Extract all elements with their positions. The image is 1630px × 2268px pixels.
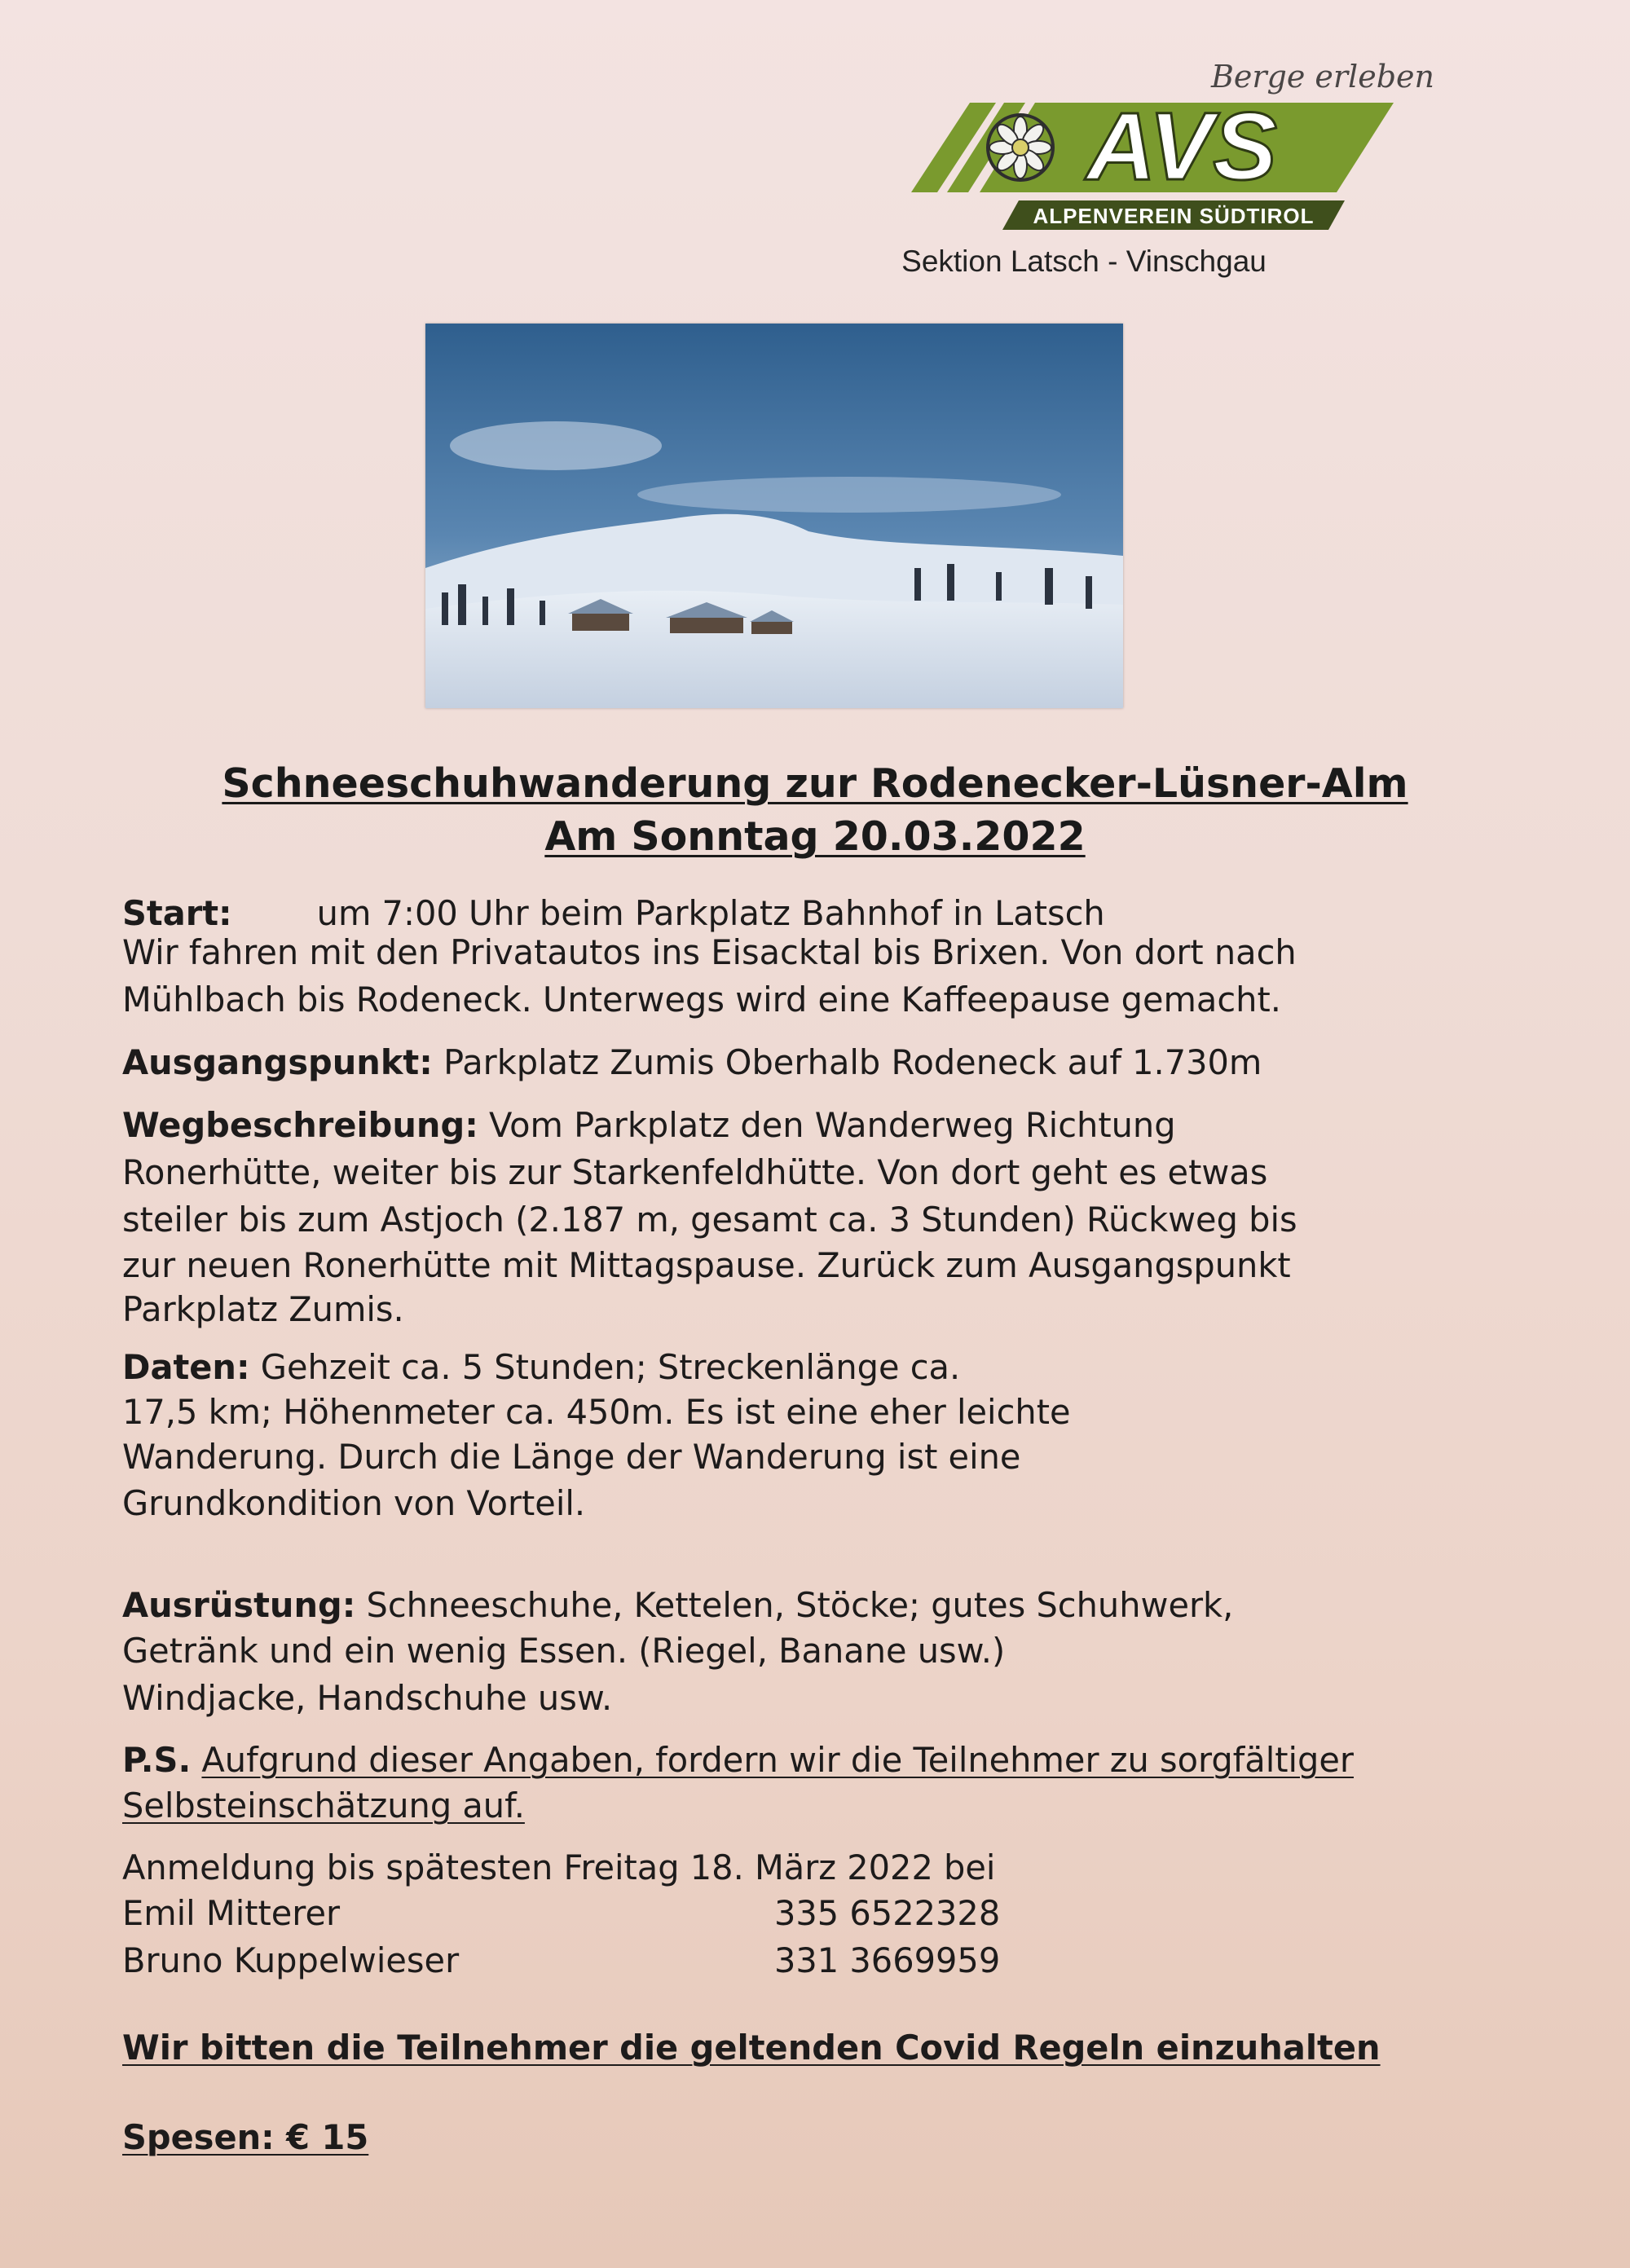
- daten-line-2: 17,5 km; Höhenmeter ca. 450m. Es ist eine eher leichte: [122, 1392, 1071, 1432]
- contact-row: [122, 1891, 1263, 1936]
- weg-line-4: zur neuen Ronerhütte mit Mittagspause. Zurück zum Ausgangspunkt: [122, 1245, 1291, 1285]
- weg-text-1: Vom Parkplatz den Wanderweg Richtung: [489, 1105, 1176, 1145]
- snow-landscape-photo: [425, 324, 1123, 708]
- spesen: [122, 2115, 368, 2160]
- ausruestung-text-1: Schneeschuhe, Kettelen, Stöcke; gutes Schuhwerk,: [366, 1585, 1234, 1625]
- daten-line-4: Grundkondition von Vorteil.: [122, 1483, 586, 1523]
- weg-line-5: Parkplatz Zumis.: [122, 1289, 404, 1329]
- section-label: Sektion Latsch - Vinschgau: [901, 244, 1267, 278]
- ausruestung-line-2: Getränk und ein wenig Essen. (Riegel, Banane usw.): [122, 1631, 1006, 1671]
- daten-line-1: [122, 1345, 960, 1390]
- edelweiss-icon: [988, 115, 1053, 180]
- covid-text: Wir bitten die Teilnehmer die geltenden Covid Regeln einzuhalten: [122, 2028, 1381, 2068]
- ps-line-2: [122, 1783, 525, 1829]
- avs-logo: [905, 57, 1459, 253]
- event-date-text: Am Sonntag 20.03.2022: [544, 813, 1086, 860]
- start-line-3: Mühlbach bis Rodeneck. Unterwegs wird eine Kaffeepause gemacht.: [122, 980, 1281, 1019]
- daten-text-1: Gehzeit ca. 5 Stunden; Streckenlänge ca.: [260, 1347, 961, 1387]
- weg-line-3: steiler bis zum Astjoch (2.187 m, gesamt ca. 3 Stunden) Rückweg bis: [122, 1200, 1297, 1240]
- logo-text: AVS: [1086, 93, 1277, 200]
- ps-label: P.S.: [122, 1740, 192, 1780]
- ausgangspunkt-line: [122, 1040, 1262, 1086]
- contact-name: Emil Mitterer: [122, 1893, 341, 1933]
- ausruestung-line-3: Windjacke, Handschuhe usw.: [122, 1678, 613, 1718]
- contact-phone: 331 3669959: [774, 1940, 1001, 1980]
- event-date: [98, 813, 1532, 860]
- weg-line-1: [122, 1103, 1176, 1148]
- contact-name: Bruno Kuppelwieser: [122, 1940, 460, 1980]
- avs-logo-graphic: [905, 57, 1459, 253]
- ps-text-1: Aufgrund dieser Angaben, fordern wir die Teilnehmer zu sorgfältiger: [201, 1740, 1354, 1780]
- start-label: Start:: [122, 893, 232, 933]
- daten-label: Daten:: [122, 1347, 250, 1387]
- ps-line-1: [122, 1737, 1354, 1783]
- ausgangspunkt-label: Ausgangspunkt:: [122, 1042, 433, 1082]
- weg-line-2: Ronerhütte, weiter bis zur Starkenfeldhütte. Von dort geht es etwas: [122, 1152, 1268, 1192]
- event-title-text: Schneeschuhwanderung zur Rodenecker-Lüsner-Alm: [222, 760, 1408, 807]
- contact-row: [122, 1938, 1263, 1984]
- ausgangspunkt-text: Parkplatz Zumis Oberhalb Rodeneck auf 1.730m: [443, 1042, 1262, 1082]
- ausruestung-label: Ausrüstung:: [122, 1585, 356, 1625]
- wegbeschreibung-label: Wegbeschreibung:: [122, 1105, 478, 1145]
- start-text: um 7:00 Uhr beim Parkplatz Bahnhof in Latsch: [316, 893, 1105, 933]
- logo-subtitle: ALPENVEREIN SÜDTIROL: [1033, 204, 1315, 228]
- tagline: Berge erleben: [1210, 59, 1434, 95]
- daten-line-3: Wanderung. Durch die Länge der Wanderung ist eine: [122, 1437, 1021, 1477]
- contact-phone: 335 6522328: [774, 1893, 1001, 1933]
- ps-text-2: Selbsteinschätzung auf.: [122, 1786, 525, 1825]
- start-line-2: Wir fahren mit den Privatautos ins Eisacktal bis Brixen. Von dort nach: [122, 932, 1297, 972]
- covid-notice: [122, 2025, 1381, 2071]
- ausruestung-line-1: [122, 1583, 1233, 1628]
- event-title: [98, 760, 1532, 807]
- spesen-text: Spesen: € 15: [122, 2117, 369, 2157]
- anmeldung-line: Anmeldung bis spätesten Freitag 18. März 2022 bei: [122, 1847, 996, 1887]
